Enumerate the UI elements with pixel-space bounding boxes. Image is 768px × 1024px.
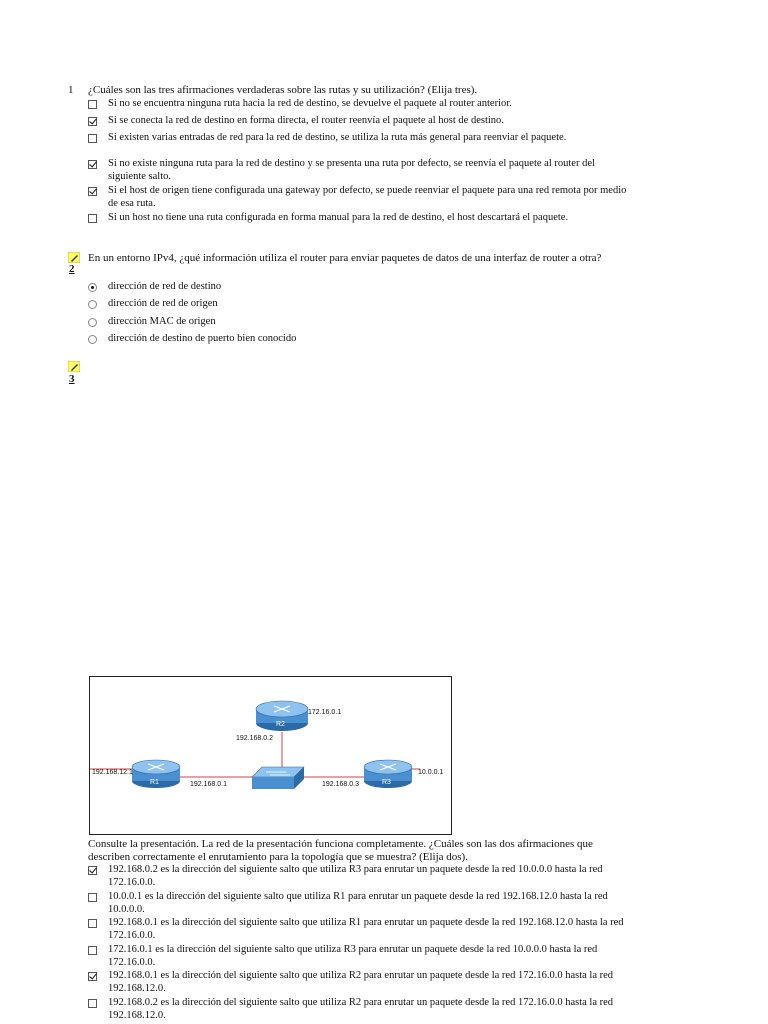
q3-option-2-text: 10.0.0.1 es la dirección del siguiente salto que utiliza R1 para enrutar un paquete desde la red 192.168.12.0 hasta la red 10.0.0.0. — [108, 891, 608, 915]
ip-r3-right: 10.0.0.1 — [418, 769, 444, 776]
router-r2-label: R2 — [276, 721, 285, 728]
question-number-2[interactable]: 2 — [69, 263, 75, 275]
q3-checkbox-3[interactable] — [88, 919, 97, 928]
router-r3-label: R3 — [382, 779, 391, 786]
question-2-stem: En un entorno IPv4, ¿qué información utiliza el router para enviar paquetes de datos de una interfaz de router a otra? — [88, 252, 602, 264]
q3-option-3[interactable] — [88, 917, 628, 942]
q3-option-6-text: 192.168.0.2 es la dirección del siguiente salto que utiliza R2 para enrutar un paquete desde la red 172.16.0.0 hasta la red 192.168.12.0. — [108, 997, 614, 1021]
q1-checkbox-4[interactable] — [88, 160, 97, 169]
question-number-3[interactable]: 3 — [69, 373, 75, 385]
question-1-stem: ¿Cuáles son las tres afirmaciones verdaderas sobre las rutas y su utilización? (Elija tres). — [88, 84, 478, 96]
question-number-1: 1 — [68, 84, 74, 96]
question-3-stem: Consulte la presentación. La red de la presentación funciona completamente. ¿Cuáles son las dos afirmaciones que describen correctamente el enrutamiento para la topología que se muestra? (Elija dos). — [88, 838, 593, 863]
q3-option-2[interactable] — [88, 891, 628, 916]
q1-checkbox-6[interactable] — [88, 214, 97, 223]
q2-radio-4[interactable] — [88, 335, 97, 344]
ip-r1-left: 192.168.12.1 — [92, 769, 133, 776]
q2-option-3-text: dirección MAC de origen — [108, 316, 216, 327]
q1-option-2-text: Si se conecta la red de destino en forma directa, el router reenvía el paquete al host de destino. — [108, 115, 504, 126]
q2-radio-2[interactable] — [88, 300, 97, 309]
q2-option-2[interactable] — [88, 298, 628, 311]
q3-option-1-text: 192.168.0.2 es la dirección del siguiente salto que utiliza R3 para enrutar un paquete desde la red 10.0.0.0 hasta la red 172.16.0.0. — [108, 864, 603, 888]
q2-option-2-text: dirección de red de origen — [108, 298, 218, 309]
network-topology-exhibit — [89, 676, 452, 835]
q3-checkbox-2[interactable] — [88, 893, 97, 902]
q3-checkbox-6[interactable] — [88, 999, 97, 1008]
q2-radio-1[interactable] — [88, 283, 97, 292]
q3-option-1[interactable] — [88, 864, 628, 889]
q3-option-3-text: 192.168.0.1 es la dirección del siguiente salto que utiliza R1 para enrutar un paquete desde la red 192.168.12.0 hasta la red 172.16.0.0. — [108, 917, 624, 941]
q1-option-6-text: Si un host no tiene una ruta configurada en forma manual para la red de destino, el host descartará el paquete. — [108, 212, 569, 223]
pencil-icon-2[interactable] — [68, 361, 80, 372]
ip-r2-top: 172.16.0.1 — [308, 709, 342, 716]
q3-checkbox-1[interactable] — [88, 866, 97, 875]
q3-checkbox-5[interactable] — [88, 972, 97, 981]
q1-option-4[interactable] — [88, 158, 628, 183]
q1-option-5-text: Si el host de origen tiene configurada una gateway por defecto, se puede reenviar el paquete para una red remota por medio de esa ruta. — [108, 185, 627, 209]
q1-checkbox-3[interactable] — [88, 134, 97, 143]
q1-option-5[interactable] — [88, 185, 628, 210]
q2-option-3[interactable] — [88, 316, 628, 329]
q2-radio-3[interactable] — [88, 318, 97, 327]
q1-option-2[interactable] — [88, 115, 628, 128]
q1-option-3[interactable] — [88, 132, 628, 145]
q1-option-4-text: Si no existe ninguna ruta para la red de destino y se presenta una ruta por defecto, se reenvía el paquete al router del siguiente salto. — [108, 158, 595, 182]
q3-checkbox-4[interactable] — [88, 946, 97, 955]
router-r1-label: R1 — [150, 779, 159, 786]
pencil-icon[interactable] — [68, 252, 80, 263]
ip-r1-right: 192.168.0.1 — [190, 781, 227, 788]
q1-option-1[interactable] — [88, 98, 628, 111]
q1-option-3-text: Si existen varias entradas de red para la red de destino, se utiliza la ruta más general para reenviar el paquete. — [108, 132, 567, 143]
q3-option-4[interactable] — [88, 944, 628, 969]
q1-option-1-text: Si no se encuentra ninguna ruta hacia la red de destino, se devuelve el paquete al router anterior. — [108, 98, 512, 109]
q3-option-4-text: 172.16.0.1 es la dirección del siguiente salto que utiliza R3 para enrutar un paquete desde la red 10.0.0.0 hasta la red 172.16.0.0. — [108, 944, 598, 968]
ip-r3-left: 192.168.0.3 — [322, 781, 359, 788]
q3-option-5-text: 192.168.0.1 es la dirección del siguiente salto que utiliza R2 para enrutar un paquete desde la red 172.16.0.0 hasta la red 192.168.12.0. — [108, 970, 614, 994]
q1-option-6[interactable] — [88, 212, 628, 225]
q2-option-4-text: dirección de destino de puerto bien conocido — [108, 333, 297, 344]
q1-checkbox-1[interactable] — [88, 100, 97, 109]
switch-icon — [252, 767, 304, 789]
q3-option-6[interactable] — [88, 997, 628, 1022]
q2-option-4[interactable] — [88, 333, 628, 346]
q1-checkbox-5[interactable] — [88, 187, 97, 196]
q1-checkbox-2[interactable] — [88, 117, 97, 126]
q2-option-1[interactable] — [88, 281, 628, 294]
q3-option-5[interactable] — [88, 970, 628, 995]
q2-option-1-text: dirección de red de destino — [108, 281, 222, 292]
ip-r2-bottom: 192.168.0.2 — [236, 735, 273, 742]
